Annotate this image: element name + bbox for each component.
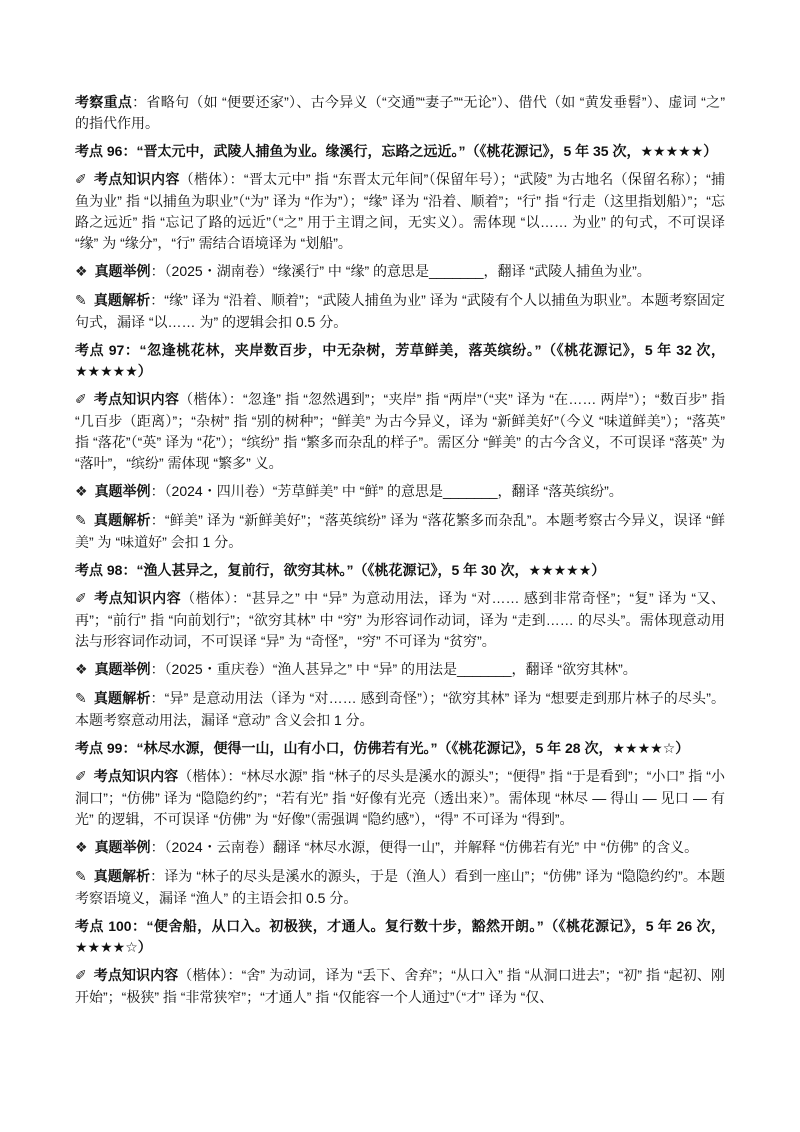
exam-point-96 [75,141,725,333]
exam-example [75,481,725,503]
exam-analysis [75,688,725,731]
example-text: ：（2024・云南卷）翻译 “林尽水源，便得一山”，并解释 “仿佛若有光” 中 “仿佛” 的含义。 [150,839,699,855]
exam-example [75,261,725,283]
diamond-bullet-icon: ❖ [75,840,88,856]
knowledge-content [75,588,725,652]
knowledge-label: 考点知识内容 [93,768,179,784]
focus-summary-label: 考察重点 [75,94,133,110]
knowledge-content [75,389,725,474]
knowledge-text: （楷体）：“晋太元中” 指 “东晋太元年间”（保留年号）；“武陵” 为古地名（保留名称）；“捕鱼为业” 指 “以捕鱼为职业”（“为” 译为 “作为”）；“缘” 译为 “沿着、顺着”；“行” 指 “行走（这里指划船）”；“忘路之远近” 指 “忘记了路的远近”（“之” 用于主谓之间，无实义）。需体现 “以…… 为业” 的句式，不可误译 “缘” 为 “缘分”，“行” 需结合语境译为 “划船”。 [75,171,725,251]
exam-point-100 [75,916,725,1008]
example-label: 真题举例 [94,483,151,499]
analysis-label: 真题解析 [93,690,151,706]
analysis-label: 真题解析 [93,868,151,884]
knowledge-label: 考点知识内容 [93,967,179,983]
knowledge-content [75,766,725,830]
example-label: 真题举例 [94,661,151,677]
diamond-bullet-icon: ❖ [75,484,88,500]
diamond-bullet-icon: ❖ [75,662,88,678]
exam-analysis [75,510,725,553]
pencil-icon: ✐ [75,172,87,188]
analysis-text: ：“鲜美” 译为 “新鲜美好”；“落英缤纷” 译为 “落花繁多而杂乱”。本题考察古今异义，误译 “鲜美” 为 “味道好” 会扣 1 分。 [75,512,726,550]
pen-icon: ✎ [75,869,87,885]
exam-point-97 [75,340,725,553]
pencil-icon: ✐ [75,591,87,607]
focus-summary [75,92,725,134]
pen-icon: ✎ [75,691,87,707]
knowledge-label: 考点知识内容 [93,590,182,606]
exam-point-99-heading: 考点 99：“林尽水源，便得一山，山有小口，仿佛若有光。”（《桃花源记》，5 年 28 次，★★★★☆） [75,740,690,756]
exam-point-99 [75,738,725,909]
knowledge-text: （楷体）：“忽逢” 指 “忽然遇到”；“夹岸” 指 “两岸”（“夹” 译为 “在…… 两岸”）；“数百步” 指 “几百步（距离）”；“杂树” 指 “别的树种”；“鲜美” 为古今异义，译为 “新鲜美好”（今义 “味道鲜美”）；“落英” 指 “落花”（“英” 译为 “花”）；“缤纷” 指 “繁多而杂乱的样子”。需区分 “鲜美” 的古今含义，不可误译 “落英” 为 “落叶”，“缤纷” 需体现 “繁多” 义。 [75,391,726,471]
pen-icon: ✎ [75,293,87,309]
example-text: ：（2025・重庆卷）“渔人甚异之” 中 “异” 的用法是_______，翻译 “欲穷其林”。 [150,661,637,677]
knowledge-label: 考点知识内容 [93,391,180,407]
focus-summary-text: ：省略句（如 “便要还家”）、古今异义（“交通”“妻子”“无论”）、借代（如 “黄发垂髫”）、虚词 “之” 的指代作用。 [75,94,725,131]
exam-analysis [75,290,725,333]
knowledge-text: （楷体）：“甚异之” 中 “异” 为意动用法，译为 “对…… 感到非常奇怪”；“复” 译为 “又、再”；“前行” 指 “向前划行”；“欲穷其林” 中 “穷” 为形容词作动词，译为 “走到…… 的尽头”。需体现意动用法与形容词作动词，不可误译 “异” 为 “奇怪”，“穷” 不可译为 “贫穷”。 [75,590,726,649]
analysis-text: ：“缘” 译为 “沿着、顺着”；“武陵人捕鱼为业” 译为 “武陵有个人以捕鱼为职业”。本题考察固定句式，漏译 “以…… 为” 的逻辑会扣 0.5 分。 [75,292,725,330]
exam-point-96-heading: 考点 96：“晋太元中，武陵人捕鱼为业。缘溪行，忘路之远近。”（《桃花源记》，5 年 35 次，★★★★★） [75,143,718,159]
example-text: ：（2024・四川卷）“芳草鲜美” 中 “鲜” 的意思是_______，翻译 “落英缤纷”。 [150,483,623,499]
exam-analysis [75,866,725,909]
pen-icon: ✎ [75,513,87,529]
analysis-text: ：译为 “林子的尽头是溪水的源头，于是（渔人）看到一座山”；“仿佛” 译为 “隐隐约约”。本题考察语境义，漏译 “渔人” 的主语会扣 0.5 分。 [75,868,726,906]
exam-point-100-heading: 考点 100：“便舍船，从口入。初极狭，才通人。复行数十步，豁然开朗。”（《桃花源记》，5 年 26 次，★★★★☆） [75,918,725,955]
example-label: 真题举例 [94,839,151,855]
knowledge-text: （楷体）：“舍” 为动词，译为 “丢下、舍弃”；“从口入” 指 “从洞口进去”；“初” 指 “起初、刚开始”；“极狭” 指 “非常狭窄”；“才通人” 指 “仅能容一个人通过”（“才” 译为 “仅、 [75,967,726,1005]
knowledge-label: 考点知识内容 [93,171,180,187]
exam-point-98-heading: 考点 98：“渔人甚异之，复前行，欲穷其林。”（《桃花源记》，5 年 30 次，★★★★★） [75,562,606,578]
knowledge-content [75,965,725,1008]
analysis-text: ：“异” 是意动用法（译为 “对…… 感到奇怪”）；“欲穷其林” 译为 “想要走到那片林子的尽头”。本题考察意动用法，漏译 “意动” 含义会扣 1 分。 [75,690,726,728]
exam-point-97-heading: 考点 97：“忽逢桃花林，夹岸数百步，中无杂树，芳草鲜美，落英缤纷。”（《桃花源记》，5 年 32 次，★★★★★） [75,342,725,379]
diamond-bullet-icon: ❖ [75,264,88,280]
exam-point-98 [75,560,725,731]
pencil-icon: ✐ [75,769,87,785]
exam-example [75,837,725,859]
exam-example [75,659,725,681]
example-label: 真题举例 [94,263,151,279]
analysis-label: 真题解析 [93,512,151,528]
example-text: ：（2025・湖南卷）“缘溪行” 中 “缘” 的意思是_______，翻译 “武陵人捕鱼为业”。 [150,263,651,279]
knowledge-content [75,169,725,254]
pencil-icon: ✐ [75,392,87,408]
knowledge-text: （楷体）：“林尽水源” 指 “林子的尽头是溪水的源头”；“便得” 指 “于是看到”；“小口” 指 “小洞口”；“仿佛” 译为 “隐隐约约”；“若有光” 指 “好像有光亮（透出来）”。需体现 “林尽 — 得山 — 见口 — 有光” 的逻辑，不可误译 “仿佛” 为 “好像”（需强调 “隐约感”），“得” 不可译为 “得到”。 [75,768,726,827]
pencil-icon: ✐ [75,968,87,984]
analysis-label: 真题解析 [93,292,151,308]
